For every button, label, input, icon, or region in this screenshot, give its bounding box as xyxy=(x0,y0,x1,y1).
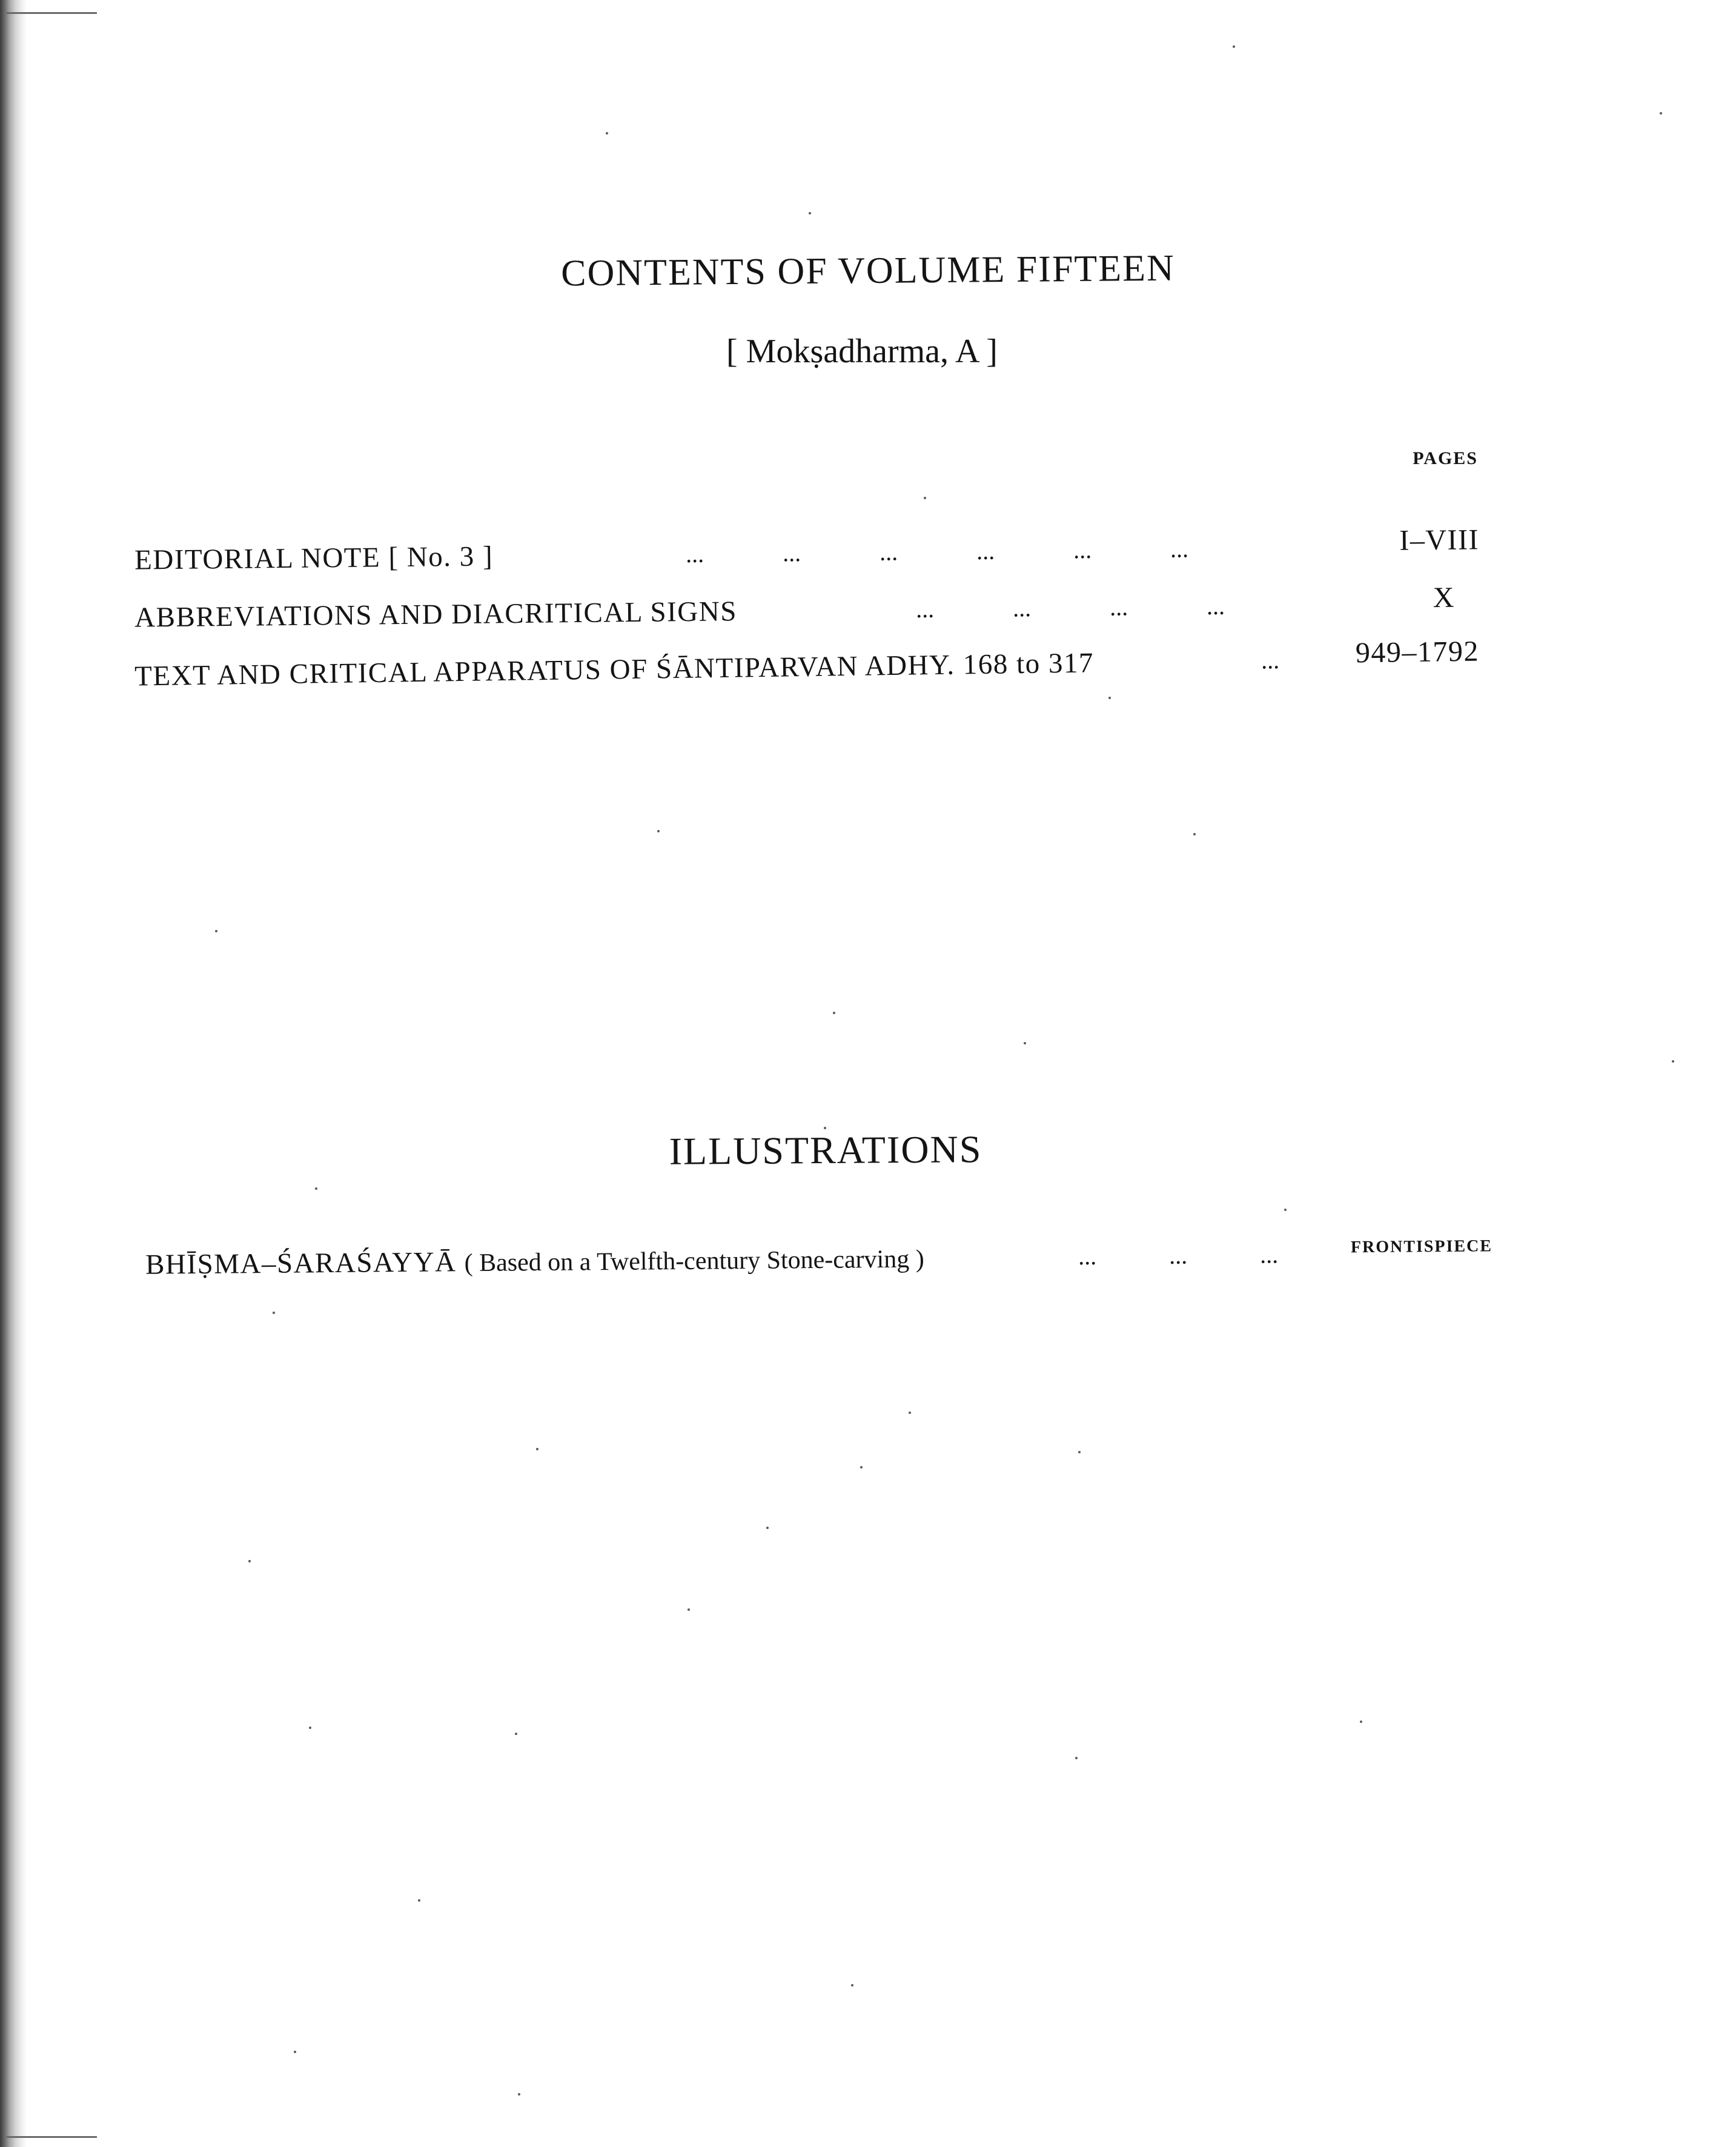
scan-speck xyxy=(851,1984,853,1986)
scan-speck xyxy=(309,1727,311,1729)
binding-edge xyxy=(0,0,27,2147)
edge-rule-top xyxy=(6,12,97,14)
volume-subtitle: [ Mokṣadharma, A ] xyxy=(726,333,998,370)
scan-speck xyxy=(809,212,811,214)
toc-entry-title: EDITORIAL NOTE [ No. 3 ] xyxy=(134,540,494,576)
edge-rule-bottom xyxy=(6,2136,97,2138)
scan-speck xyxy=(418,1899,420,1902)
scan-speck xyxy=(1075,1757,1078,1759)
dot-leader: ... ... ... ... xyxy=(915,592,1225,623)
page-title: CONTENTS OF VOLUME FIFTEEN xyxy=(560,247,1176,294)
illustration-title xyxy=(145,1241,924,1281)
toc-entry-pages: I–VIII xyxy=(1399,523,1480,557)
toc-entry-editorial-note xyxy=(134,520,1480,576)
toc-entry-pages: 949–1792 xyxy=(1355,635,1480,669)
toc-entry-text-apparatus xyxy=(134,632,1480,693)
scan-speck xyxy=(515,1733,517,1735)
illustrations-heading: ILLUSTRATIONS xyxy=(669,1127,982,1173)
scan-speck xyxy=(1108,697,1111,699)
scan-speck xyxy=(1078,1451,1081,1453)
scan-speck xyxy=(606,132,608,134)
scan-speck xyxy=(294,2051,296,2053)
scan-speck xyxy=(215,930,217,932)
toc-entry-title: ABBREVIATIONS AND DIACRITICAL SIGNS xyxy=(134,596,738,634)
scan-speck xyxy=(248,1560,251,1562)
scan-speck xyxy=(1360,1721,1362,1723)
scan-speck xyxy=(909,1412,911,1414)
toc-entry-title: TEXT AND CRITICAL APPARATUS OF ŚĀNTIPARVAN ADHY. 168 to 317 xyxy=(134,647,1095,692)
scan-speck xyxy=(273,1312,275,1314)
dot-leader: ... xyxy=(1261,646,1280,674)
pages-column-heading: PAGES xyxy=(1413,448,1478,468)
scan-speck xyxy=(518,2093,520,2096)
scan-speck xyxy=(1660,112,1662,114)
scan-speck xyxy=(687,1608,690,1611)
scan-speck xyxy=(860,1466,863,1468)
illustration-name: BHĪṢMA–ŚARAŚAYYĀ xyxy=(145,1246,457,1281)
scan-speck xyxy=(766,1527,769,1529)
dot-leader: ... ... ... ... ... ... xyxy=(685,535,1189,568)
toc-entry-pages: X xyxy=(1433,581,1456,614)
scan-speck xyxy=(924,497,926,499)
illustration-pages: FRONTISPIECE xyxy=(1350,1236,1493,1257)
dot-leader: ... ... ... xyxy=(1078,1241,1279,1270)
scan-speck xyxy=(1284,1209,1287,1211)
illustration-entry xyxy=(145,1221,1493,1281)
scan-speck xyxy=(833,1012,835,1014)
scan-speck xyxy=(1193,833,1196,835)
scan-speck xyxy=(1233,45,1235,48)
scan-speck xyxy=(1024,1042,1026,1044)
illustration-note: ( Based on a Twelfth-century Stone-carving ) xyxy=(464,1245,924,1278)
scan-speck xyxy=(1672,1060,1674,1063)
scan-speck xyxy=(536,1448,538,1450)
scan-speck xyxy=(315,1187,317,1190)
toc-entry-abbreviations xyxy=(134,577,1480,634)
scan-speck xyxy=(657,830,660,832)
